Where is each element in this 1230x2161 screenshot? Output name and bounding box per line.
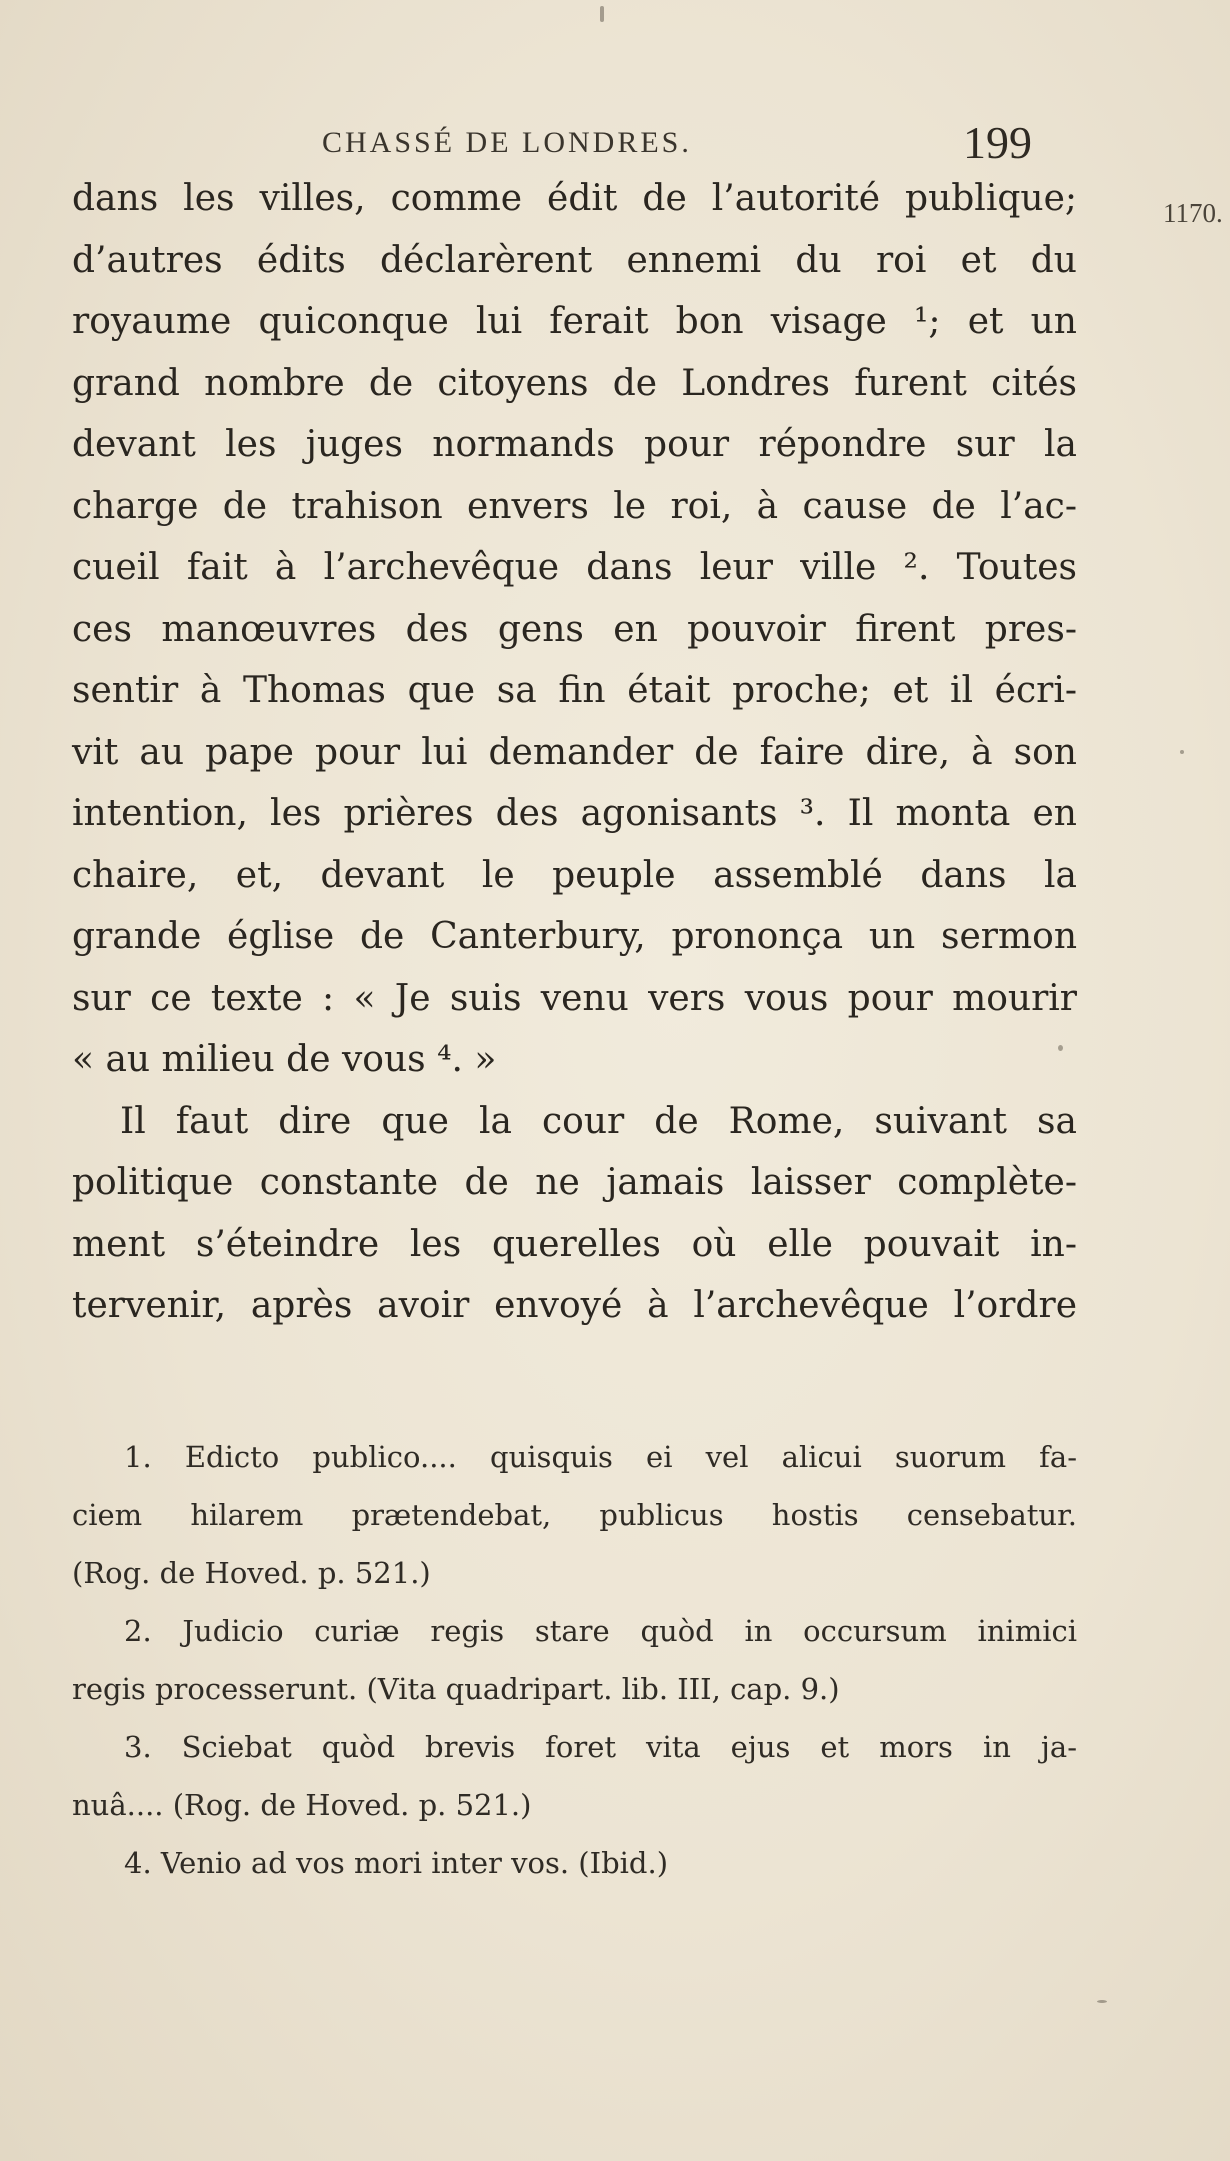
- body-line: tervenir, après avoir envoyé à l’archevêque l’ordre: [72, 1285, 1077, 1326]
- footnote-line: (Rog. de Hoved. p. 521.): [72, 1556, 431, 1590]
- footnote-2: [72, 1602, 1077, 1718]
- body-line: chaire, et, devant le peuple assemblé dans la: [72, 854, 1077, 896]
- body-line: d’autres édits déclarèrent ennemi du roi et du: [72, 239, 1077, 281]
- body-line: sentir à Thomas que sa fin était proche; et il écri-: [72, 670, 1077, 711]
- footnotes: [72, 1428, 1077, 1892]
- body-line: « au milieu de vous ⁴. »: [72, 1039, 497, 1080]
- footnote-line: regis processerunt. (Vita quadripart. lib. III, cap. 9.): [72, 1672, 840, 1706]
- footnote-4: [72, 1834, 1077, 1892]
- body-line: politique constante de ne jamais laisser complète-: [72, 1162, 1077, 1203]
- body-line: royaume quiconque lui ferait bon visage ¹; et un: [72, 301, 1077, 342]
- footnote-1: [72, 1428, 1077, 1602]
- running-title: CHASSÉ DE LONDRES.: [322, 126, 692, 159]
- paper-speck: [1097, 2000, 1107, 2003]
- body-line: charge de trahison envers le roi, à cause de l’ac-: [72, 485, 1077, 527]
- body-text: [72, 168, 1077, 1337]
- paper-speck: [600, 6, 604, 22]
- body-line-paragraph-start: Il faut dire que la cour de Rome, suivant sa: [120, 1100, 1077, 1142]
- footnote-line: 4. Venio ad vos mori inter vos. (Ibid.): [124, 1846, 669, 1880]
- page-number: 199: [963, 117, 1032, 168]
- margin-date-note: 1170.: [1163, 198, 1223, 228]
- footnote-line: 2. Judicio curiæ regis stare quòd in occursum inimici: [124, 1614, 1077, 1648]
- body-line: intention, les prières des agonisants ³. Il monta en: [72, 793, 1077, 834]
- paper-speck: [1180, 750, 1184, 754]
- body-line: grande église de Canterbury, prononça un sermon: [72, 916, 1077, 957]
- footnote-line: 3. Sciebat quòd brevis foret vita ejus et mors in ja-: [124, 1730, 1077, 1764]
- body-line: ment s’éteindre les querelles où elle pouvait in-: [72, 1223, 1077, 1265]
- footnote-3: [72, 1718, 1077, 1834]
- body-line: ces manœuvres des gens en pouvoir firent pres-: [72, 608, 1077, 650]
- paper-speck: [1058, 1045, 1063, 1051]
- body-line: grand nombre de citoyens de Londres furent cités: [72, 362, 1077, 404]
- body-line: cueil fait à l’archevêque dans leur ville ². Toutes: [72, 547, 1077, 588]
- footnote-line: nuâ.... (Rog. de Hoved. p. 521.): [72, 1788, 532, 1822]
- footnote-line: ciem hilarem prætendebat, publicus hostis censebatur.: [72, 1498, 1077, 1532]
- body-line: vit au pape pour lui demander de faire dire, à son: [72, 731, 1077, 773]
- body-line: sur ce texte : « Je suis venu vers vous pour mourir: [72, 977, 1077, 1019]
- body-line: devant les juges normands pour répondre sur la: [72, 424, 1077, 465]
- footnote-line: 1. Edicto publico.... quisquis ei vel alicui suorum fa-: [124, 1440, 1077, 1474]
- body-line: dans les villes, comme édit de l’autorité publique;: [72, 178, 1077, 219]
